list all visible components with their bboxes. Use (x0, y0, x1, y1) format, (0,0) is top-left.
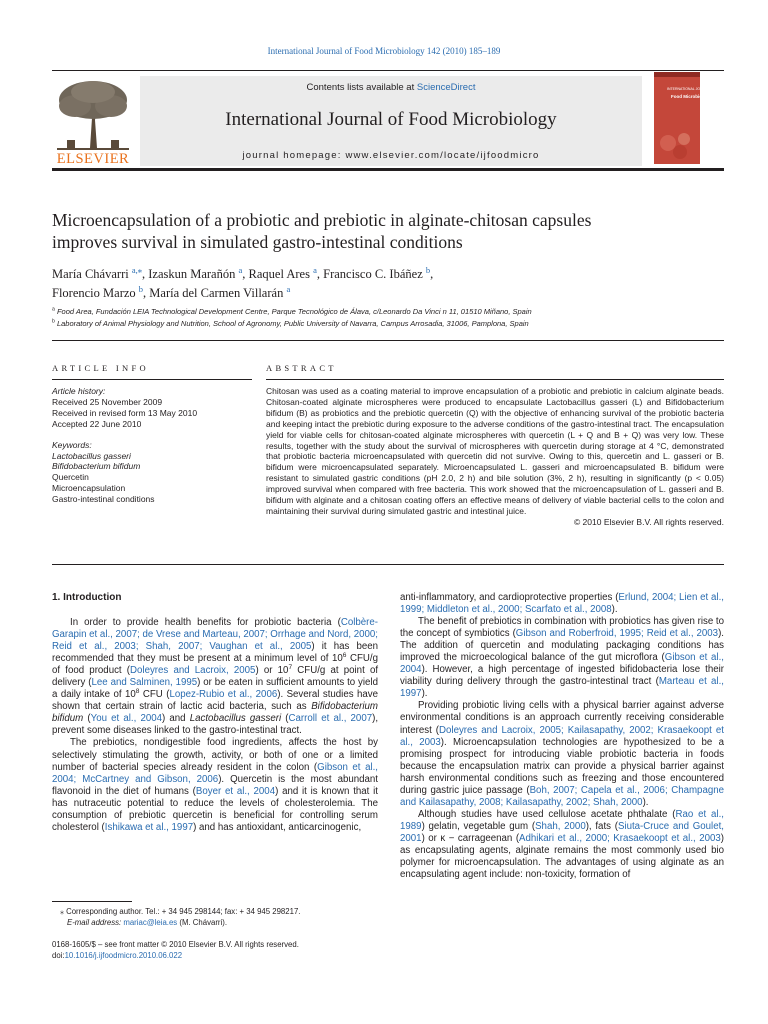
author-name: Raquel Ares $^a$ (248, 264, 317, 281)
author-affiliation-mark: a,⁎ (131, 264, 142, 275)
citation-link[interactable]: Carroll et al., 2007 (288, 713, 373, 725)
keywords-label: Keywords: (52, 439, 92, 450)
journal-cover-strip (654, 72, 700, 77)
text-run: ), fats ( (585, 820, 618, 832)
keyword: Quercetin (52, 472, 89, 483)
title-line-1: Microencapsulation of a probiotic and prebiotic in alginate-chitosan capsules (52, 210, 592, 230)
cover-label: INTERNATIONAL JOURNAL OF (667, 87, 718, 91)
superscript: 6 (342, 651, 347, 659)
abstract-rule (266, 379, 724, 380)
text-run: anti-inflammatory, and cardioprotective properties ( (400, 592, 619, 603)
cover-artwork (656, 125, 698, 162)
footnote-rule (52, 901, 132, 902)
text-run: ) it has been recommended that they must be present at a minimum level of 10 (52, 641, 378, 665)
homepage-url[interactable]: www.elsevier.com/locate/ijfoodmicro (345, 150, 540, 161)
journal-citation[interactable]: International Journal of Food Microbiology 142 (2010) 185–189 (267, 46, 501, 56)
citation-link[interactable]: Gibson et al., 2004 (400, 652, 724, 676)
text-run: ) as encapsulating agents, alginate remains the most commonly used bio polymer for microencapsulation. The advantages of using alginate as an encapsulating agent include: non-toxicity, formation of (400, 832, 724, 881)
header-rule (52, 168, 724, 171)
affiliation-a: $^a$ Food Area, Fundación LEIA Technological Development Centre, Parque Tecnológico de Álava, c/Leonardo Da Vinci n 11, 01510 Miñano, Spain (52, 306, 532, 316)
text-run: The prebiotics, nondigestible food ingredients, affects the host by selectively stimulating the growth, activity, or both of one or a limited number of bacterial species already resident in the colon ( (52, 737, 378, 773)
title-line-2: improves survival in simulated gastro-intestinal conditions (52, 232, 463, 252)
paragraph (400, 700, 724, 808)
email-line: E-mail address: mariac@leia.es (M. Chávarri). (67, 918, 228, 928)
paragraph (52, 617, 378, 737)
contents-prefix: Contents lists available at (306, 82, 417, 93)
text-run: Providing probiotic living cells with a physical barrier against adverse environmental conditions is an approach currently receiving considerable interest ( (400, 700, 724, 736)
text-run: ( (281, 713, 289, 725)
affiliation-rule (52, 340, 724, 341)
author-name: María del Carmen Villarán $^a$ (149, 283, 291, 300)
paragraph (52, 737, 378, 833)
text-run: ). (611, 604, 618, 616)
keyword: Bifidobacterium bifidum (52, 461, 141, 472)
affiliation-b: $^b$ Laboratory of Animal Physiology and Nutrition, School of Agronomy, Public University of Navarra, Campus Arrosadia, 31006, Pamplona, Spain (52, 318, 529, 328)
journal-title: International Journal of Food Microbiology (225, 109, 557, 130)
citation-link[interactable]: Gibson and Roberfroid, 1995; Reid et al., 2003 (515, 628, 719, 640)
homepage-prefix: journal homepage: (242, 150, 346, 161)
email-link[interactable]: mariac@leia.es (123, 918, 178, 928)
citation-link[interactable]: Lopez-Rubio et al., 2006 (169, 689, 278, 701)
sciencedirect-link[interactable]: ScienceDirect (416, 82, 476, 93)
citation-link[interactable]: Siuta-Cruce and Goulet, 2001 (400, 820, 724, 844)
species-name: Bifidobacterium bifidum (52, 701, 378, 725)
text-run: ). (421, 688, 428, 700)
text-run: ), prevent some diseases linked to the gastro-intestinal tract. (52, 713, 379, 737)
right-column (400, 592, 724, 881)
abstract-bottom-rule (52, 564, 724, 565)
author-name: María Chávarri $^{a,⁎}$ (52, 264, 142, 281)
text-run: The benefit of prebiotics in combination with probiotics has given rise to the concept of symbiotics ( (400, 616, 724, 640)
text-run: ) or 10 (255, 665, 289, 677)
cover-journal-name: Food Microbiology (671, 94, 712, 99)
text-run: CFU ( (139, 689, 170, 701)
text-run: ) and has antioxidant, anticarcinogenic, (193, 821, 362, 833)
citation-link[interactable]: Gibson et al., 2004; McCartney and Gibson, 2006 (52, 761, 378, 785)
paragraph (400, 592, 724, 616)
left-column (52, 617, 378, 834)
keyword: Lactobacillus gasseri (52, 450, 131, 461)
corresponding-author: ⁎ Corresponding author. Tel.: + 34 945 298144; fax: + 34 945 298217. (60, 907, 301, 916)
text-run: ). Several studies have shown that certain strain of lactic acid bacteria, such as (52, 689, 378, 713)
citation-link[interactable]: You et al., 2004 (90, 713, 163, 725)
contents-line (140, 82, 642, 93)
doi-line: doi:10.1016/j.ijfoodmicro.2010.06.022 (52, 951, 183, 961)
citation-link[interactable]: Doleyres and Lacroix, 2005 (130, 665, 256, 677)
top-rule (52, 70, 724, 71)
author-name: Francisco C. Ibáñez $^b$ (323, 264, 431, 281)
article-info-rule (52, 379, 252, 380)
author-affiliation-mark: b (138, 283, 144, 294)
citation-link[interactable]: Shah, 2000 (535, 820, 586, 832)
superscript: 7 (288, 663, 293, 671)
citation-link[interactable]: Doleyres and Lacroix, 2005; Kailasapathy, 2002; Krasaekoopt et al., 2003 (400, 724, 724, 748)
text-run: ). (642, 796, 649, 808)
abstract-text: Chitosan was used as a coating material to improve encapsulation of a probiotic and prebiotic in calcium alginate beads. Chitosan-coated alginate microspheres were produced to encapsulate Lactobacillus gasseri (L) and Bifidobacterium bifidum (B) as probiotics and the prebiotic quercetin (Q) with the objective of enhancing survival of the probiotic bacteria and keeping intact the prebiotic during exposure to the adverse conditions of the gastro-intestinal tract. The encapsulation yield for viable cells for chitosan-coated alginate microspheres with quercetin (L + Q and B + Q) was very low. These results, together with the study about the survival of microspheres with quercetin during storage at 4 °C, demonstrated that probiotic bacteria microencapsulated with quercetin did not survive. Owing to this, quercetin and L. gasseri or B. bifidum were microencapsulated separately. Microencapsulated L. gasseri and microencapsulated B. bifidum were resistant to simulated gastric conditions (pH 2.0, 2 h) and bile solution (3%, 2 h), resulting in significantly (p < 0.05) improved survival when compared with free bacteria. This work showed that the microencapsulation of L. gasseri and B. bifidum with alginate and a chitosan coating offers an effective means of delivery of viable bacterial cells to the colon and maintaining their survival during simulated gastric and intestinal juice. (266, 386, 724, 516)
text-run: ). Quercetin is the most abundant flavonoid in the diet of humans ( (52, 773, 378, 797)
front-matter (52, 939, 382, 962)
doi-link[interactable]: 10.1016/j.ijfoodmicro.2010.06.022 (64, 951, 183, 961)
history-accepted: Accepted 22 June 2010 (52, 418, 142, 429)
citation-link[interactable]: Marteau et al., 1997 (400, 676, 724, 700)
author-name: Florencio Marzo $^b$ (52, 283, 144, 300)
text-run: ) gelatin, vegetable gum ( (421, 820, 536, 832)
citation-link[interactable]: Adhikari et al., 2000; Krasaekoopt et al., 2003 (519, 832, 721, 844)
keyword: Microencapsulation (52, 483, 126, 494)
text-run: Although studies have used cellulose acetate phthalate ( (418, 808, 676, 820)
article-info-heading: ARTICLE INFO (52, 363, 149, 373)
history-revised: Received in revised form 13 May 2010 (52, 407, 198, 418)
author-affiliation-mark: a (286, 283, 291, 294)
citation-link[interactable]: Boyer et al., 2004 (195, 785, 276, 797)
author-affiliation-mark: b (425, 264, 431, 275)
text-run: ). However, a high percentage of ingested bifidobacteria lose their viability during delivery through the gastro-intestinal tract ( (400, 664, 724, 688)
section-heading: 1. Introduction (52, 592, 122, 603)
text-run: ) and (162, 713, 190, 725)
citation-link[interactable]: Lee and Salminen, 1995 (91, 677, 198, 689)
text-run: ) or κ − carrageenan ( (421, 832, 520, 844)
citation-link[interactable]: Ishikawa et al., 1997 (104, 821, 194, 833)
citation-link[interactable]: Erlund, 2004; Lien et al., 1999; Middleton et al., 2000; Scarfato et al., 2008 (400, 592, 724, 616)
citation-link[interactable]: Colbère-Garapin et al., 2007; de Vrese and Marteau, 2007; Orrhage and Nord, 2000; Reid et al., 2003; Shah, 2007; Vaughan et al., 2005 (52, 617, 378, 653)
paragraph (400, 616, 724, 700)
text-run: ). The addition of quercetin and modulating packaging conditions has improved the microecological balance of the gut microflora ( (400, 628, 724, 664)
footnote (52, 906, 382, 929)
abstract (266, 386, 724, 528)
citation-link[interactable]: Boh, 2007; Capela et al., 2006; Champagne and Kailasapathy, 2008; Kailasapathy, 2002; Shah, 2000 (400, 784, 724, 808)
paragraph (400, 809, 724, 881)
history-label: Article history: (52, 386, 106, 396)
author-affiliation-mark: a (238, 264, 243, 275)
front-matter-line: 0168-1605/$ – see front matter © 2010 Elsevier B.V. All rights reserved. (52, 940, 299, 949)
text-run: CFU/g of food product ( (52, 653, 378, 677)
text-run: ) and it is known that it has nutraceutic potential to reduce the levels of cholesterolemia. The consumption of prebiotic quercetin is beneficial for controlling serum cholesterol ( (52, 785, 378, 833)
species-name: Lactobacillus gasseri (189, 713, 282, 725)
article-info (52, 386, 252, 505)
keyword: Gastro-intestinal conditions (52, 494, 155, 505)
text-run: In order to provide health benefits for probiotic bacteria ( (70, 617, 341, 628)
text-run: ). Microencapsulation technologies are hypothesized to be a promising prospect for introducing viable probiotic bacteria in foods because the encapsulation matrix can provide a physical barrier against harsh environmental conditions such as freezing and those encountered during gastric juice passage ( (400, 736, 724, 796)
journal-homepage (140, 150, 642, 161)
abstract-copyright: © 2010 Elsevier B.V. All rights reserved. (573, 516, 724, 527)
text-run: ) or be eaten in sufficient amounts to yield a daily intake of 10 (52, 677, 378, 701)
superscript: 8 (135, 688, 140, 696)
author-affiliation-mark: a (313, 264, 317, 275)
abstract-heading: ABSTRACT (266, 363, 337, 373)
elsevier-wordmark: ELSEVIER (56, 151, 130, 167)
history-received: Received 25 November 2009 (52, 396, 163, 407)
text-run: CFU/g at point of delivery ( (52, 665, 379, 689)
author-list: María Chávarri $^{a,⁎}$, Izaskun Marañón $^a$, Raquel Ares $^a$, Francisco C. Ibáñez $^b$, Florencio Marzo $^b$, María del Carmen Villarán $^a$ (52, 264, 434, 300)
text-run: ( (83, 713, 91, 725)
author-name: Izaskun Marañón $^a$ (148, 264, 243, 281)
article-title (52, 209, 732, 253)
citation-link[interactable]: Rao et al., 1989 (400, 808, 724, 832)
